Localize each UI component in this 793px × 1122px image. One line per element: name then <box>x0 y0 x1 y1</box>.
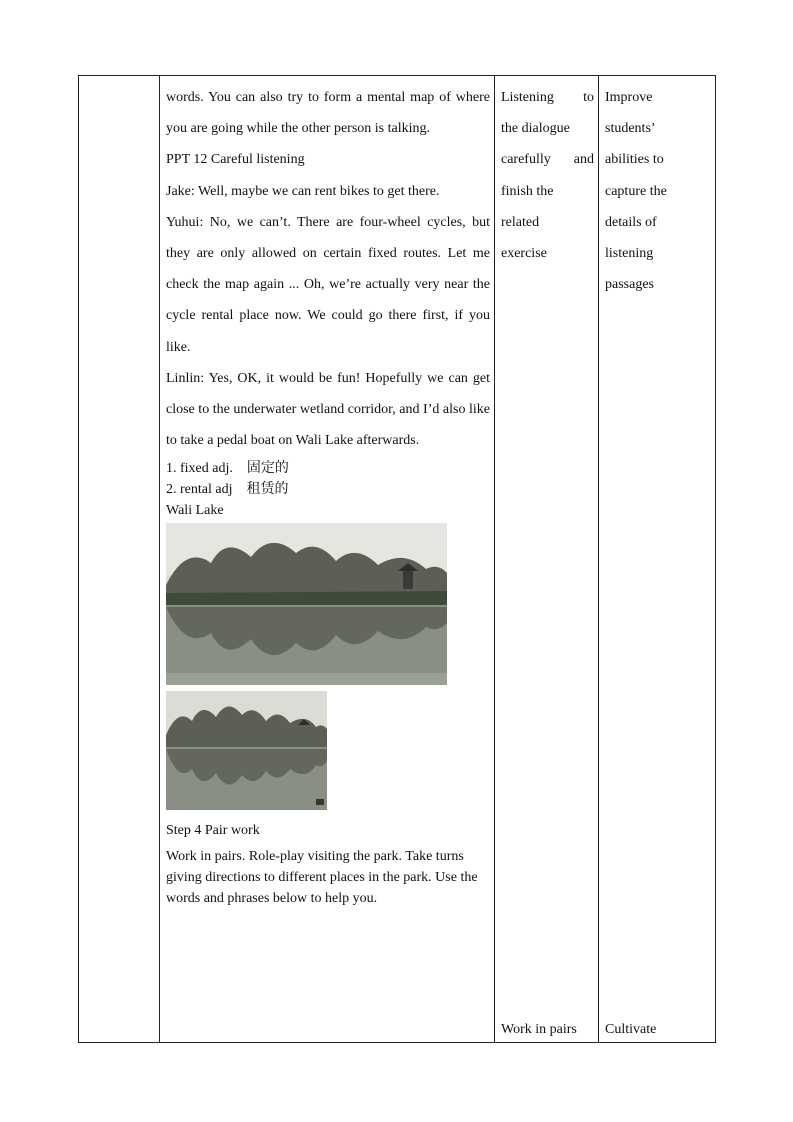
activity-line: related <box>501 214 540 230</box>
activity-line: finish the <box>501 183 554 199</box>
purpose-line: Improve <box>605 90 653 105</box>
purpose-line: abilities to <box>605 152 664 168</box>
activity-bottom: Work in pairs <box>501 1022 577 1037</box>
vocab-translation: 租赁的 <box>246 481 289 498</box>
activity-text <box>501 82 594 269</box>
purpose-cell <box>599 76 716 1042</box>
stage-cell <box>79 76 159 1042</box>
activity-line: Listening to <box>501 90 594 105</box>
purpose-line: capture the <box>605 183 667 199</box>
purpose-line: passages <box>605 277 654 293</box>
step4-instructions: Work in pairs. Role-play visiting the park. Take turns giving directions to different places in the park. Use the words and phrases below to help you. <box>166 849 478 907</box>
vocab-item <box>166 479 490 500</box>
activity-cell <box>495 76 598 1042</box>
activity-line: the dialogue <box>501 121 570 137</box>
lesson-table <box>78 75 716 1043</box>
dialogue-line-linlin: Linlin: Yes, OK, it would be fun! Hopefully we can get close to the underwater wetland corridor, and I’d also like to take a pedal boat on Wali Lake afterwards. <box>166 370 490 449</box>
place-label: Wali Lake <box>166 503 224 519</box>
vocab-term: 2. rental adj <box>166 482 233 498</box>
purpose-line: listening <box>605 246 654 262</box>
purpose-bottom: Cultivate <box>605 1022 657 1037</box>
vocab-list <box>166 458 490 521</box>
wali-lake-photo-small <box>166 691 327 810</box>
step4-title: Step 4 Pair work <box>166 823 260 839</box>
activity-line: carefully and <box>501 152 594 168</box>
content-cell <box>160 76 494 1042</box>
activity-line: exercise <box>501 246 547 262</box>
dialogue-line-yuhui: Yuhui: No, we can’t. There are four-wheel cycles, but they are only allowed on certain fixed routes. Let me check the map again ... Oh, we’re actually very near the cycle rental place now. We could go there first, if you like. <box>166 214 490 355</box>
vocab-item <box>166 458 490 479</box>
purpose-line: students’ <box>605 121 656 137</box>
purpose-line: details of <box>605 214 657 230</box>
instruction-paragraph: words. You can also try to form a mental map of where you are going while the other person is talking. <box>166 90 490 137</box>
dialogue-line-jake: Jake: Well, maybe we can rent bikes to get there. <box>166 183 440 199</box>
vocab-term: 1. fixed adj. <box>166 461 233 477</box>
purpose-text <box>605 82 712 300</box>
wali-lake-photo-large <box>166 523 447 685</box>
section-heading: PPT 12 Careful listening <box>166 152 305 168</box>
vocab-translation: 固定的 <box>246 460 289 477</box>
